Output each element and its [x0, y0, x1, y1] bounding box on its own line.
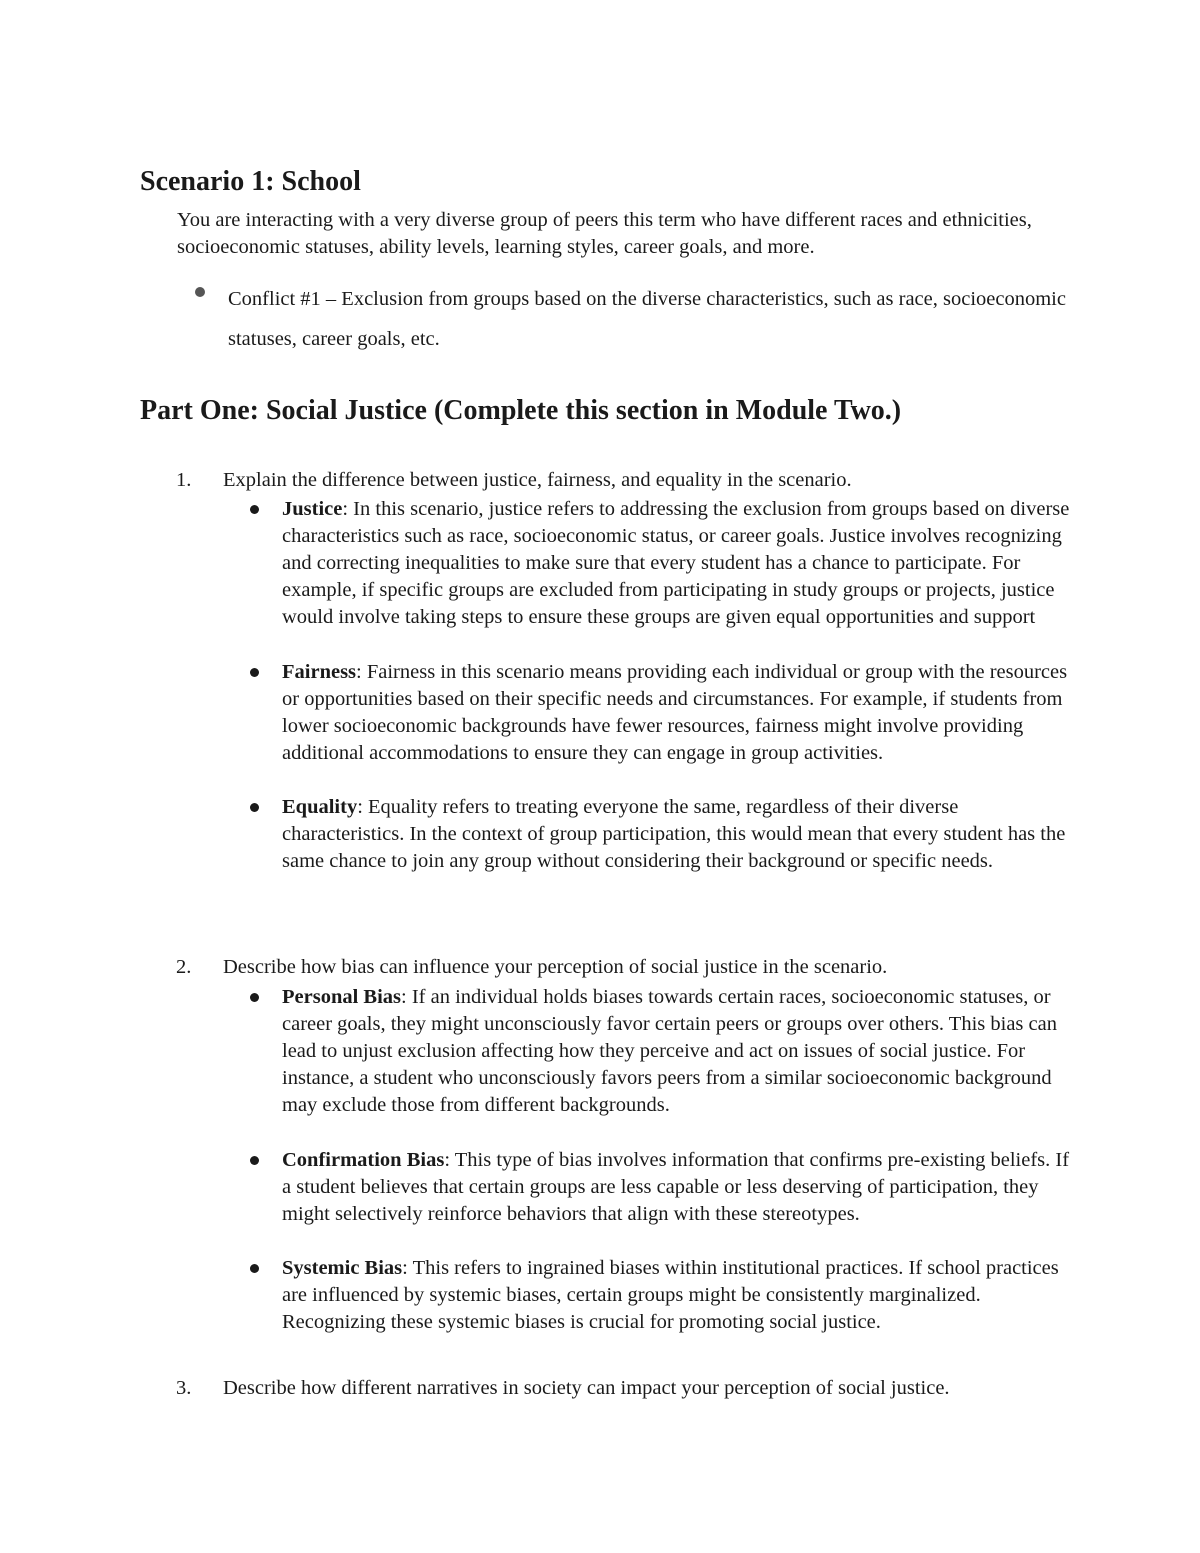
conflict-text: Conflict #1 – Exclusion from groups based on the diverse characteristics, such as race, socioeconomic statuses, career goals, etc.: [228, 288, 1066, 350]
systemic-bias-term: Systemic Bias: [282, 1257, 403, 1279]
confirmation-bias-body: : This type of bias involves information that confirms pre-existing beliefs. If a student believes that certain groups are less capable or less deserving of participation, they might selectively reinforce behaviors that align with these stereotypes.: [282, 1149, 1070, 1225]
equality-body: : Equality refers to treating everyone the same, regardless of their diverse characteristics. In the context of group participation, this would mean that every student has the same chance to join any group without considering their background or specific needs.: [282, 796, 1066, 872]
systemic-bias-bullet-icon: [250, 1264, 259, 1273]
systemic-bias-body: : This refers to ingrained biases within institutional practices. If school practices are influenced by systemic biases, certain groups might be consistently marginalized. Recognizing these systemic biases is crucial for promoting social justice.: [282, 1257, 1059, 1333]
equality-bullet-icon: [250, 803, 259, 812]
question-2-text: Describe how bias can influence your perception of social justice in the scenario.: [223, 956, 888, 978]
personal-bias-bullet-icon: [250, 993, 259, 1002]
justice-body: : In this scenario, justice refers to addressing the exclusion from groups based on diverse characteristics such as race, socioeconomic status, or career goals. Justice involves recognizing and correcting inequalities to make sure that every student has a chance to participate. For example, if specific groups are excluded from participating in study groups or projects, justice would involve taking steps to ensure these groups are given equal opportunities and support: [282, 498, 1070, 628]
equality-term: Equality: [282, 796, 358, 818]
justice-term: Justice: [282, 498, 343, 520]
question-2-number: 2.: [176, 956, 192, 978]
question-1-text: Explain the difference between justice, fairness, and equality in the scenario.: [223, 469, 852, 491]
fairness-body: : Fairness in this scenario means providing each individual or group with the resources or opportunities based on their specific needs and circumstances. For example, if students from lower socioeconomic backgrounds have fewer resources, fairness might involve providing additional accommodations to ensure they can engage in group activities.: [282, 661, 1068, 764]
question-3-text: Describe how different narratives in society can impact your perception of social justice.: [223, 1377, 950, 1399]
conflict-bullet-icon: [195, 287, 205, 297]
fairness-point: [282, 659, 1072, 767]
fairness-bullet-icon: [250, 668, 259, 677]
personal-bias-point: [282, 984, 1072, 1119]
systemic-bias-point: [282, 1255, 1072, 1336]
scenario-heading: Scenario 1: School: [140, 166, 361, 197]
confirmation-bias-point: [282, 1147, 1072, 1228]
question-3-number: 3.: [176, 1377, 192, 1399]
part-one-heading: Part One: Social Justice (Complete this section in Module Two.): [140, 395, 902, 426]
justice-point: [282, 496, 1072, 631]
scenario-intro: You are interacting with a very diverse group of peers this term who have different races and ethnicities, socioeconomic statuses, ability levels, learning styles, career goals, and more.: [177, 209, 1032, 258]
fairness-term: Fairness: [282, 661, 357, 683]
personal-bias-term: Personal Bias: [282, 986, 402, 1008]
confirmation-bias-term: Confirmation Bias: [282, 1149, 445, 1171]
question-1-number: 1.: [176, 469, 192, 491]
equality-point: [282, 794, 1072, 875]
personal-bias-body: : If an individual holds biases towards certain races, socioeconomic statuses, or career goals, they might unconsciously favor certain peers or groups over others. This bias can lead to unjust exclusion affecting how they perceive and act on issues of social justice. For instance, a student who unconsciously favors peers from a similar socioeconomic background may exclude those from different backgrounds.: [282, 986, 1057, 1116]
justice-bullet-icon: [250, 505, 259, 514]
confirmation-bias-bullet-icon: [250, 1156, 259, 1165]
